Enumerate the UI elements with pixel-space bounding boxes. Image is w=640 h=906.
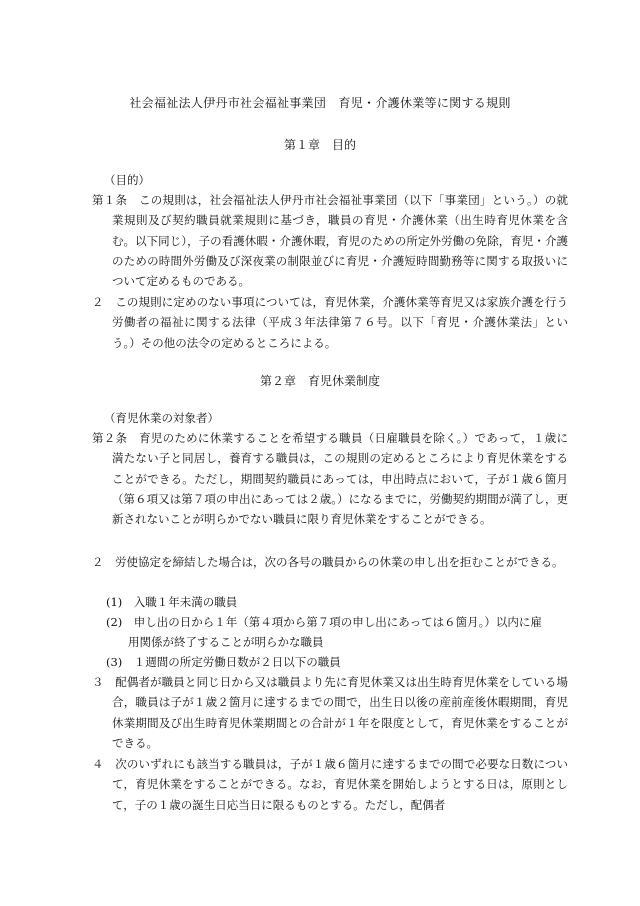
article-2-paragraph-4: ４ 次のいずれにも該当する職員は，子が１歳６箇月に達するまでの間で必要な日数について，育児休業をすることができる。なお，育児休業を開始しようとする日は，原則として，子の１歳の誕生日応当日に限るものとする。ただし，配偶者 (92, 757, 568, 812)
article-1-paragraph-2: ２ この規則に定めのない事項については，育児休業，介護休業等育児又は家族介護を行う労働者の福祉に関する法律（平成３年法律第７６号。以下「育児・介護休業法」という。）その他の法令の定めるところによる。 (92, 295, 568, 350)
article-2-item-2: (2) 申し出の日から１年（第４項から第７項の申し出にあっては６箇月。）以内に雇用関係が終了することが明らかな職員 (106, 615, 542, 650)
article-2-paragraph-2: ２ 労使協定を締結した場合は，次の各号の職員からの休業の申し出を拒むことができる。 (92, 555, 564, 569)
article-2-paragraph-1: 第２条 育児のために休業することを希望する職員（日雇職員を除く。）であって，１歳に満たない子と同居し，養育する職員は，この規則の定めるところにより育児休業をすることができる。ただし，期間契約職員にあっては，申出時点において，子が１歳６箇月（第６項又は第７項の申出にあっては２歳。）になるまでに，労働契約期間が満了し，更新されないことが明らかでない職員に限り育児休業をすることができる。 (92, 431, 568, 527)
chapter-2-heading: 第２章 育児休業制度 (259, 374, 380, 388)
article-2-caption: （育児休業の対象者） (104, 411, 219, 425)
article-2-item-3: (3) １週間の所定労働日数が２日以下の職員 (106, 655, 341, 669)
article-1-paragraph-1: 第１条 この規則は，社会福祉法人伊丹市社会福祉事業団（以下「事業団」という。）の就業規則及び契約職員就業規則に基づき，職員の育児・介護休業（出生時育児休業を含む。以下同じ），子の看護休暇・介護休暇，育児のための所定外労働の免除，育児・介護のための時間外労働及び深夜業の制限並びに育児・介護短時間勤務等に関する取扱いについて定めるものである。 (92, 193, 568, 289)
article-1-caption: （目的） (104, 173, 150, 187)
document-title: 社会福祉法人伊丹市社会福祉事業団 育児・介護休業等に関する規則 (129, 96, 511, 110)
chapter-1-heading: 第１章 目的 (283, 138, 356, 152)
article-2-item-1: (1) 入職１年未満の職員 (106, 595, 238, 609)
article-2-paragraph-3: ３ 配偶者が職員と同じ日から又は職員より先に育児休業又は出生時育児休業をしている場合，職員は子が１歳２箇月に達するまでの間で，出生日以後の産前産後休暇期間，育児休業期間及び出生時育児休業期間との合計が１年を限度として，育児休業をすることができる。 (92, 675, 568, 750)
